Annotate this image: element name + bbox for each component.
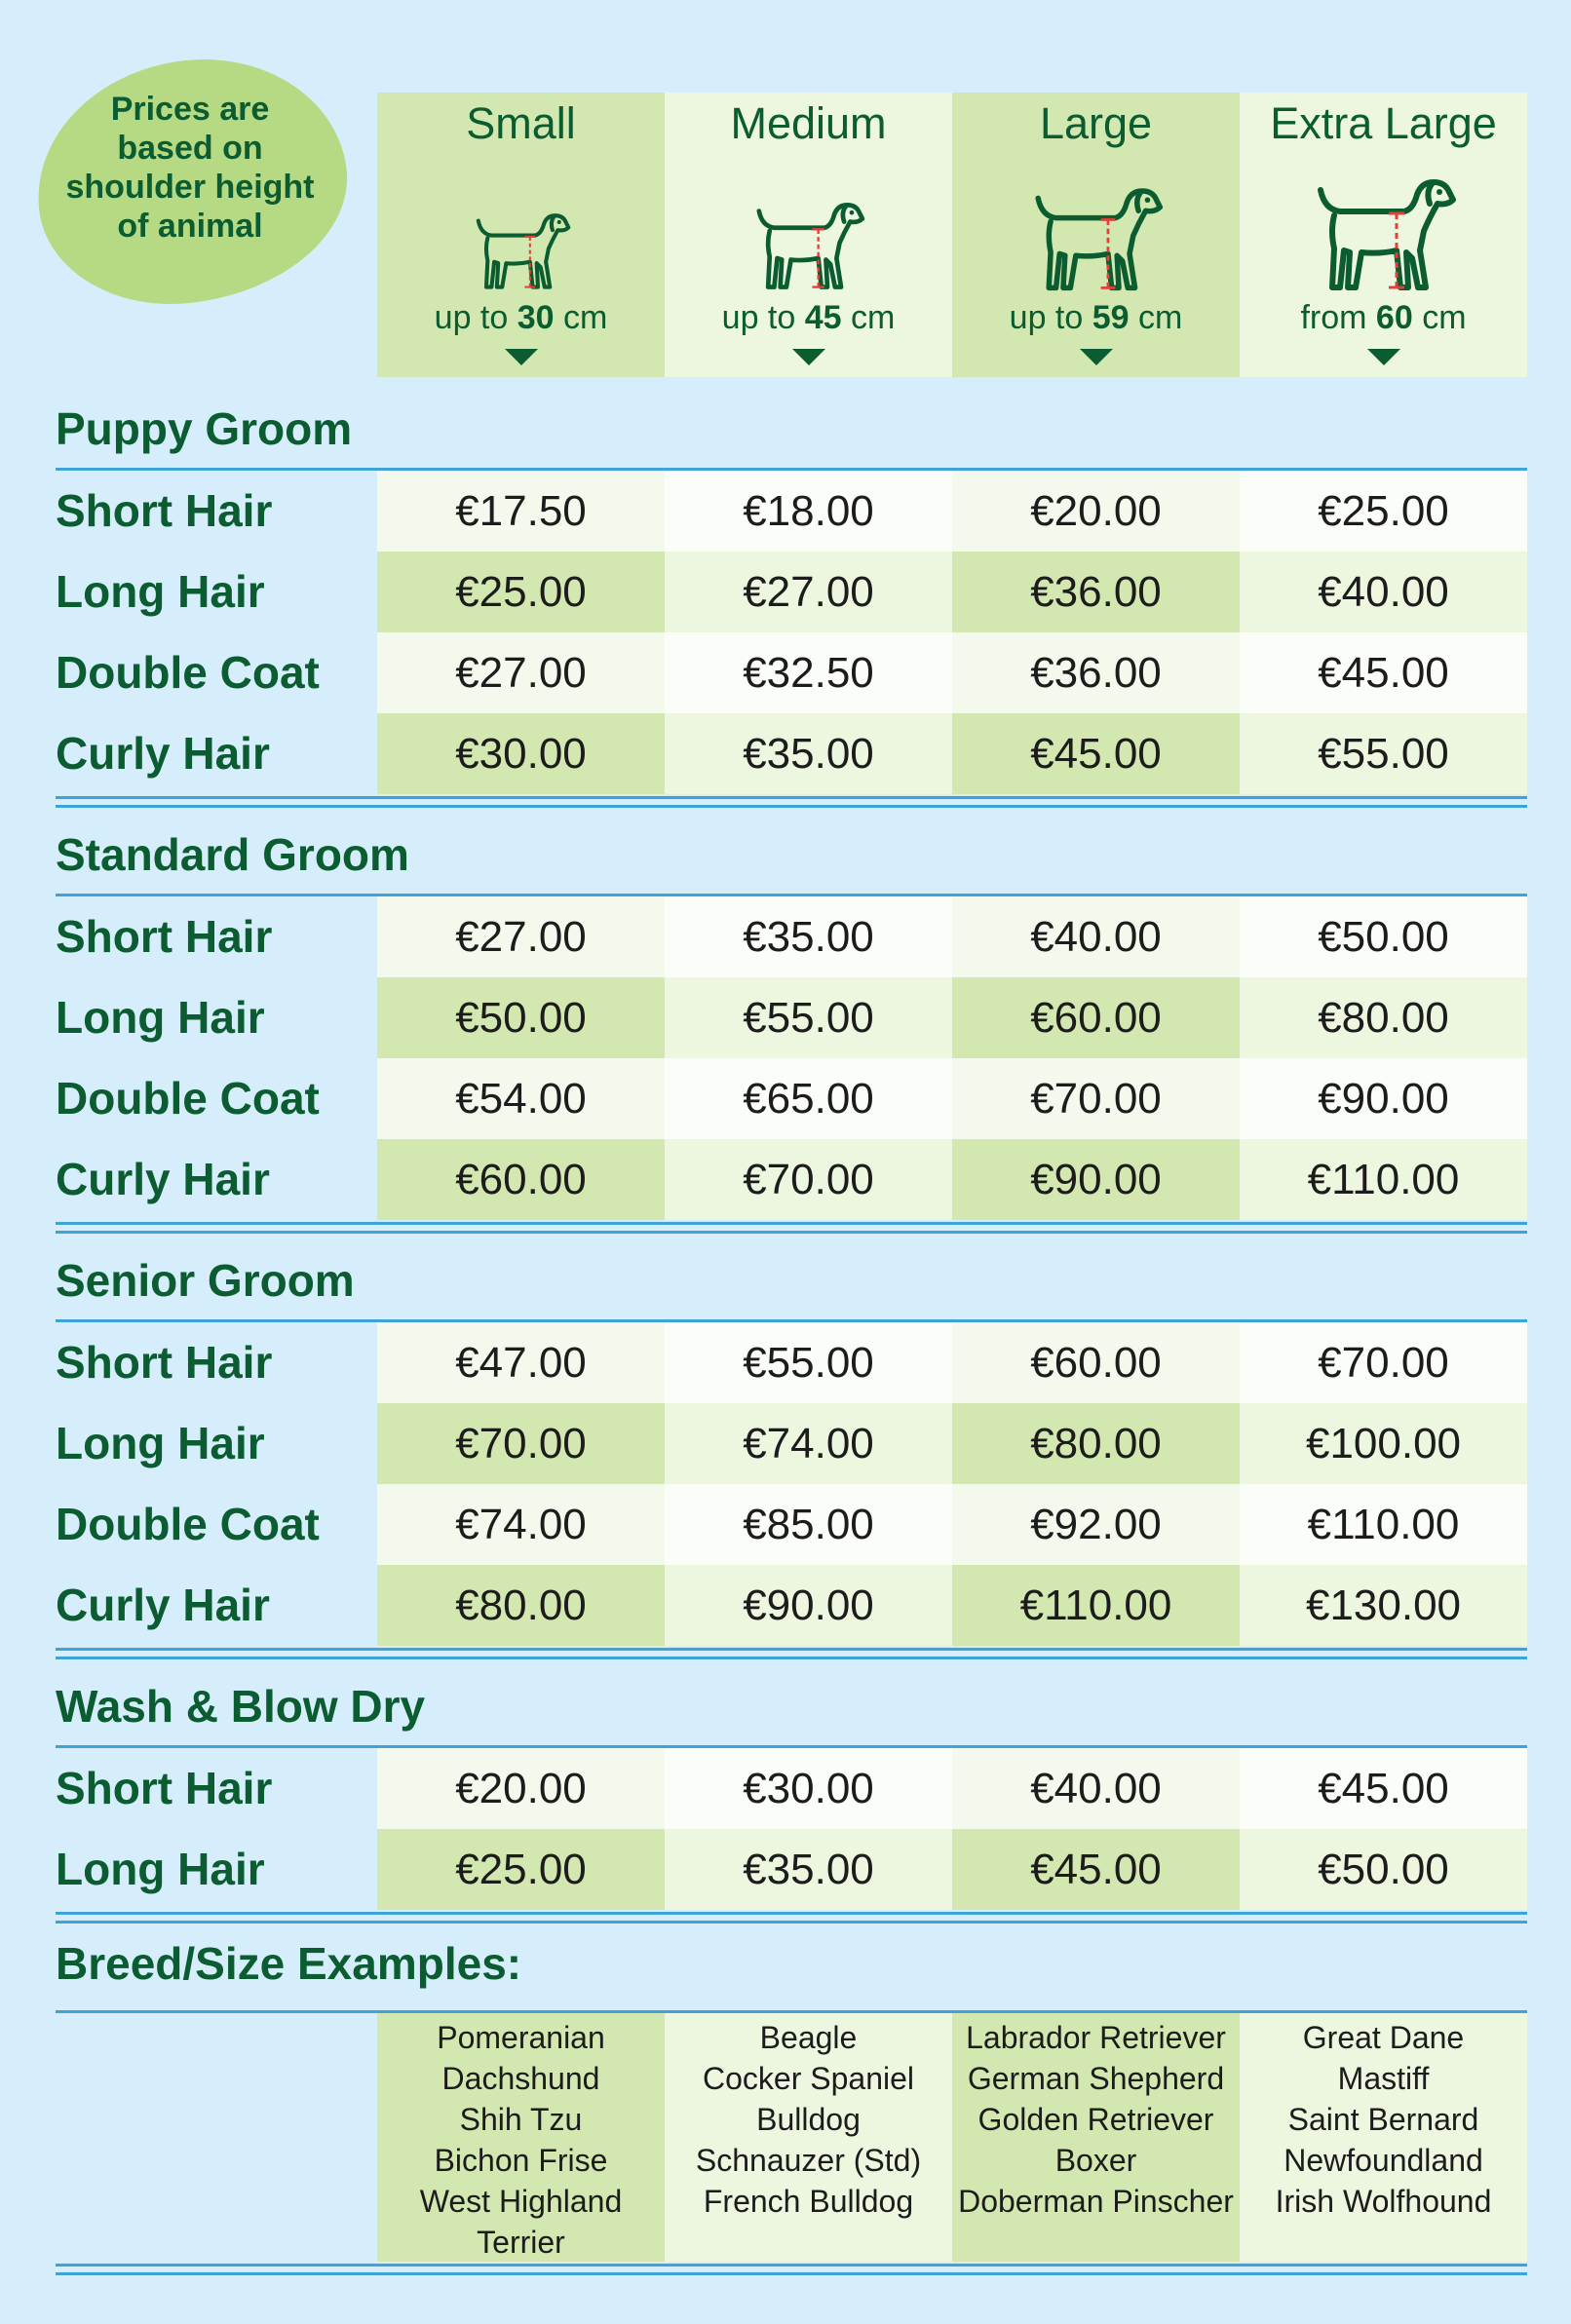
price-cell: €45.00 — [1240, 632, 1527, 713]
coat-type-label: Curly Hair — [56, 1580, 270, 1630]
height-prefix: from — [1300, 299, 1367, 336]
breed-name: Great Dane — [1302, 2020, 1465, 2055]
coat-type-label: Long Hair — [56, 992, 265, 1043]
breed-column — [665, 2013, 952, 2262]
price-cell: €70.00 — [377, 1403, 665, 1484]
breed-name: Mastiff — [1337, 2061, 1430, 2096]
price-row — [0, 1565, 1571, 1646]
section-title: Senior Groom — [56, 1255, 355, 1306]
coat-type-label: Short Hair — [56, 485, 273, 536]
price-cell: €70.00 — [665, 1139, 952, 1220]
price-cell: €47.00 — [377, 1322, 665, 1403]
price-cell: €45.00 — [952, 1829, 1240, 1910]
coat-type-label: Short Hair — [56, 1763, 273, 1813]
price-cell: €80.00 — [1240, 977, 1527, 1058]
price-cell: €55.00 — [665, 1322, 952, 1403]
price-row — [0, 977, 1571, 1058]
coat-type-label: Long Hair — [56, 566, 265, 617]
breed-name: Beagle — [759, 2020, 858, 2055]
section-divider — [56, 1231, 1527, 1234]
price-row — [0, 1403, 1571, 1484]
breed-name: Shih Tzu — [459, 2102, 583, 2137]
section-divider — [56, 805, 1527, 808]
price-cell: €90.00 — [952, 1139, 1240, 1220]
price-row — [0, 471, 1571, 552]
price-cell: €65.00 — [665, 1058, 952, 1139]
height-unit: cm — [1138, 299, 1183, 336]
coat-type-label: Short Hair — [56, 911, 273, 962]
price-cell: €110.00 — [952, 1565, 1240, 1646]
price-cell: €70.00 — [952, 1058, 1240, 1139]
down-arrow-icon — [792, 349, 825, 365]
price-cell: €35.00 — [665, 1829, 952, 1910]
price-row — [0, 1829, 1571, 1910]
section-divider — [56, 1921, 1527, 1924]
price-cell: €55.00 — [665, 977, 952, 1058]
breed-name: Schnauzer (Std) — [695, 2143, 922, 2178]
breed-name: Pomeranian — [437, 2020, 605, 2055]
section-divider — [56, 1912, 1527, 1915]
section-divider — [56, 2264, 1527, 2267]
pricing-note: Prices are based on shoulder height of animal — [65, 91, 315, 245]
breed-name: Labrador Retriever — [966, 2020, 1226, 2055]
price-cell: €30.00 — [665, 1748, 952, 1829]
price-cell: €50.00 — [1240, 896, 1527, 977]
size-name: Small — [466, 98, 576, 148]
price-cell: €40.00 — [952, 896, 1240, 977]
coat-type-label: Double Coat — [56, 647, 320, 698]
down-arrow-icon — [1080, 349, 1113, 365]
shoulder-height — [1240, 299, 1527, 337]
price-cell: €32.50 — [665, 632, 952, 713]
section-divider — [56, 1657, 1527, 1659]
price-cell: €110.00 — [1240, 1139, 1527, 1220]
price-row — [0, 1322, 1571, 1403]
price-cell: €74.00 — [665, 1403, 952, 1484]
price-cell: €18.00 — [665, 471, 952, 552]
section-title: Wash & Blow Dry — [56, 1681, 426, 1732]
price-row — [0, 896, 1571, 977]
price-cell: €60.00 — [952, 1322, 1240, 1403]
size-column-header — [952, 93, 1240, 377]
height-unit: cm — [563, 299, 608, 336]
price-cell: €92.00 — [952, 1484, 1240, 1565]
price-cell: €40.00 — [1240, 552, 1527, 632]
size-name: Medium — [730, 98, 887, 148]
coat-type-label: Long Hair — [56, 1844, 265, 1894]
breed-column — [377, 2013, 665, 2262]
height-unit: cm — [1422, 299, 1467, 336]
size-name: Extra Large — [1270, 98, 1497, 148]
price-cell: €60.00 — [377, 1139, 665, 1220]
coat-type-label: Double Coat — [56, 1499, 320, 1549]
price-cell: €27.00 — [377, 896, 665, 977]
height-prefix: up to — [721, 299, 796, 336]
coat-type-label: Long Hair — [56, 1418, 265, 1468]
price-cell: €36.00 — [952, 632, 1240, 713]
price-cell: €25.00 — [377, 552, 665, 632]
price-row — [0, 713, 1571, 794]
price-cell: €60.00 — [952, 977, 1240, 1058]
breed-name: Cocker Spaniel — [703, 2061, 914, 2096]
height-unit: cm — [851, 299, 896, 336]
price-cell: €35.00 — [665, 713, 952, 794]
coat-type-label: Double Coat — [56, 1073, 320, 1124]
price-cell: €36.00 — [952, 552, 1240, 632]
price-cell: €50.00 — [377, 977, 665, 1058]
price-cell: €27.00 — [665, 552, 952, 632]
height-value: 30 — [517, 299, 555, 336]
breed-name: Dachshund — [441, 2061, 600, 2096]
size-column-header — [665, 93, 952, 377]
section-title: Standard Groom — [56, 829, 409, 880]
down-arrow-icon — [1367, 349, 1400, 365]
breed-name: German Shepherd — [967, 2061, 1225, 2096]
size-column-header — [1240, 93, 1527, 377]
price-cell: €30.00 — [377, 713, 665, 794]
size-column-header — [377, 93, 665, 377]
breed-name: Boxer — [1054, 2143, 1137, 2178]
breed-column — [1240, 2013, 1527, 2262]
price-cell: €17.50 — [377, 471, 665, 552]
price-cell: €25.00 — [377, 1829, 665, 1910]
price-cell: €20.00 — [952, 471, 1240, 552]
breed-name: Bulldog — [756, 2102, 861, 2137]
price-cell: €50.00 — [1240, 1829, 1527, 1910]
size-name: Large — [1039, 98, 1153, 148]
breed-name: Irish Wolfhound — [1275, 2184, 1492, 2219]
price-cell: €90.00 — [665, 1565, 952, 1646]
price-cell: €45.00 — [1240, 1748, 1527, 1829]
price-cell: €85.00 — [665, 1484, 952, 1565]
breed-name: Newfoundland — [1284, 2143, 1483, 2178]
price-cell: €54.00 — [377, 1058, 665, 1139]
price-row — [0, 1139, 1571, 1220]
price-row — [0, 632, 1571, 713]
shoulder-height — [665, 299, 952, 337]
section-divider — [56, 1648, 1527, 1651]
breed-name: West Highland — [419, 2184, 623, 2219]
height-value: 45 — [804, 299, 842, 336]
height-prefix: up to — [434, 299, 509, 336]
section-divider — [56, 2272, 1527, 2275]
breed-name: Bichon Frise — [434, 2143, 608, 2178]
section-title: Breed/Size Examples: — [56, 1938, 522, 1989]
price-cell: €35.00 — [665, 896, 952, 977]
dog-medium-icon — [665, 171, 952, 317]
price-cell: €45.00 — [952, 713, 1240, 794]
price-row — [0, 1748, 1571, 1829]
price-cell: €20.00 — [377, 1748, 665, 1829]
shoulder-height — [377, 299, 665, 337]
coat-type-label: Short Hair — [56, 1337, 273, 1388]
price-cell: €55.00 — [1240, 713, 1527, 794]
price-cell: €110.00 — [1240, 1484, 1527, 1565]
price-cell: €70.00 — [1240, 1322, 1527, 1403]
height-value: 60 — [1375, 299, 1413, 336]
breed-column — [952, 2013, 1240, 2262]
price-row — [0, 1058, 1571, 1139]
price-cell: €27.00 — [377, 632, 665, 713]
coat-type-label: Curly Hair — [56, 728, 270, 779]
section-title: Puppy Groom — [56, 403, 353, 454]
price-cell: €100.00 — [1240, 1403, 1527, 1484]
price-cell: €80.00 — [377, 1565, 665, 1646]
price-cell: €130.00 — [1240, 1565, 1527, 1646]
breed-name: French Bulldog — [703, 2184, 914, 2219]
price-cell: €80.00 — [952, 1403, 1240, 1484]
price-cell: €90.00 — [1240, 1058, 1527, 1139]
price-row — [0, 552, 1571, 632]
breed-name: Terrier — [477, 2225, 565, 2260]
down-arrow-icon — [505, 349, 538, 365]
height-prefix: up to — [1009, 299, 1084, 336]
section-divider — [56, 796, 1527, 799]
dog-extra-large-icon — [1240, 171, 1527, 317]
coat-type-label: Curly Hair — [56, 1154, 270, 1204]
price-cell: €25.00 — [1240, 471, 1527, 552]
price-cell: €74.00 — [377, 1484, 665, 1565]
dog-small-icon — [377, 171, 665, 317]
breed-name: Doberman Pinscher — [958, 2184, 1234, 2219]
dog-large-icon — [952, 171, 1240, 317]
price-cell: €40.00 — [952, 1748, 1240, 1829]
section-divider — [56, 1222, 1527, 1225]
shoulder-height — [952, 299, 1240, 337]
breed-name: Golden Retriever — [977, 2102, 1214, 2137]
price-row — [0, 1484, 1571, 1565]
breed-name: Saint Bernard — [1287, 2102, 1479, 2137]
height-value: 59 — [1092, 299, 1130, 336]
